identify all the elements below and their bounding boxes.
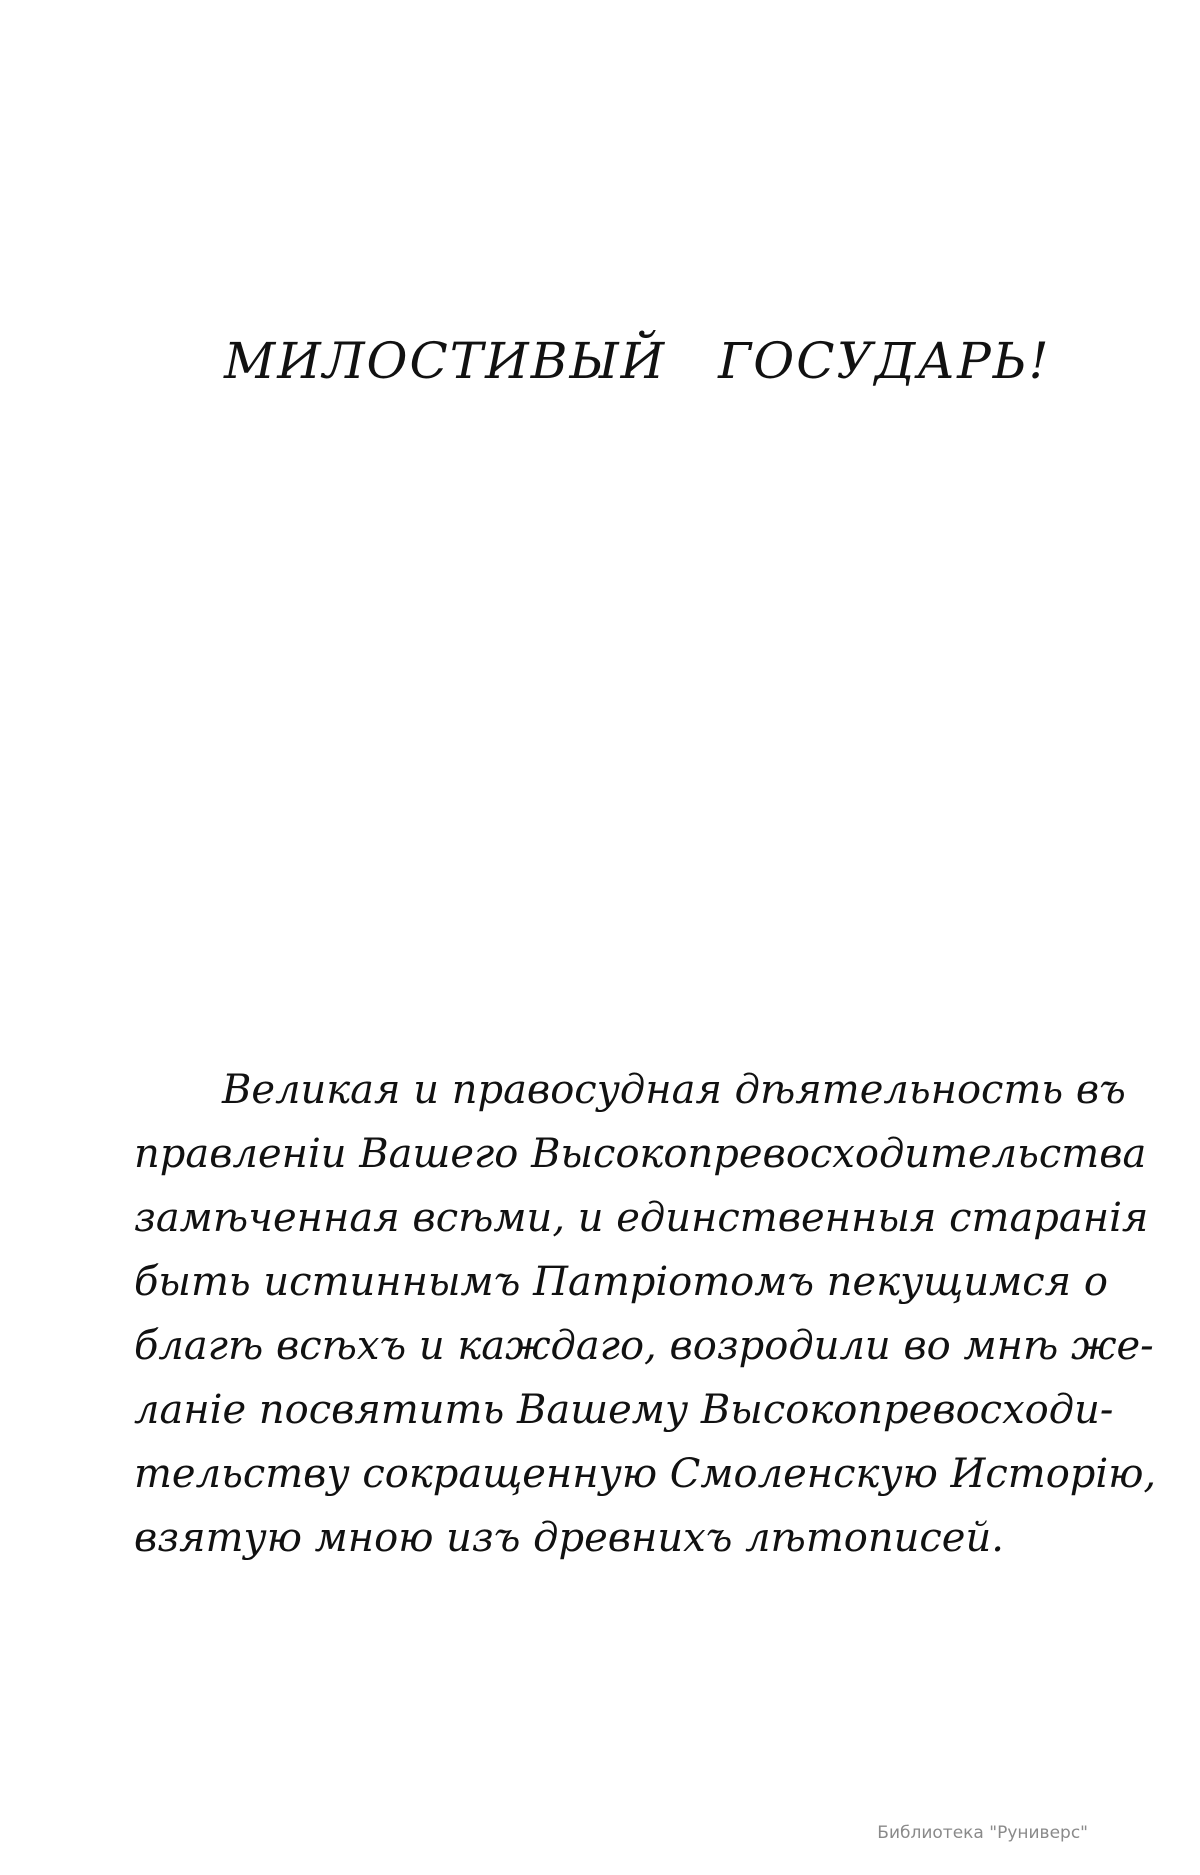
paragraph-line: замѣченная всѣми, и единственныя старанія xyxy=(134,1195,1149,1241)
library-watermark: Библиотека "Руниверс" xyxy=(877,1823,1088,1843)
paragraph-line: Великая и правосудная дѣятельность въ xyxy=(222,1067,1126,1113)
salutation-heading: МИЛОСТИВЫЙ ГОСУДАРЬ! xyxy=(224,332,1051,390)
dedication-paragraph xyxy=(134,1058,1157,1570)
paragraph-line: правленіи Вашего Высокопревосходительства xyxy=(134,1131,1147,1177)
paragraph-line: ланіе посвятить Вашему Высокопревосходи- xyxy=(134,1387,1114,1433)
paragraph-line: тельству сокращенную Смоленскую Исторію, xyxy=(134,1451,1157,1497)
paragraph-line: быть истиннымъ Патріотомъ пекущимся о xyxy=(134,1259,1108,1305)
paragraph-line: благѣ всѣхъ и каждаго, возродили во мнѣ же- xyxy=(134,1323,1154,1369)
paragraph-line: взятую мною изъ древнихъ лѣтописей. xyxy=(134,1515,1004,1561)
